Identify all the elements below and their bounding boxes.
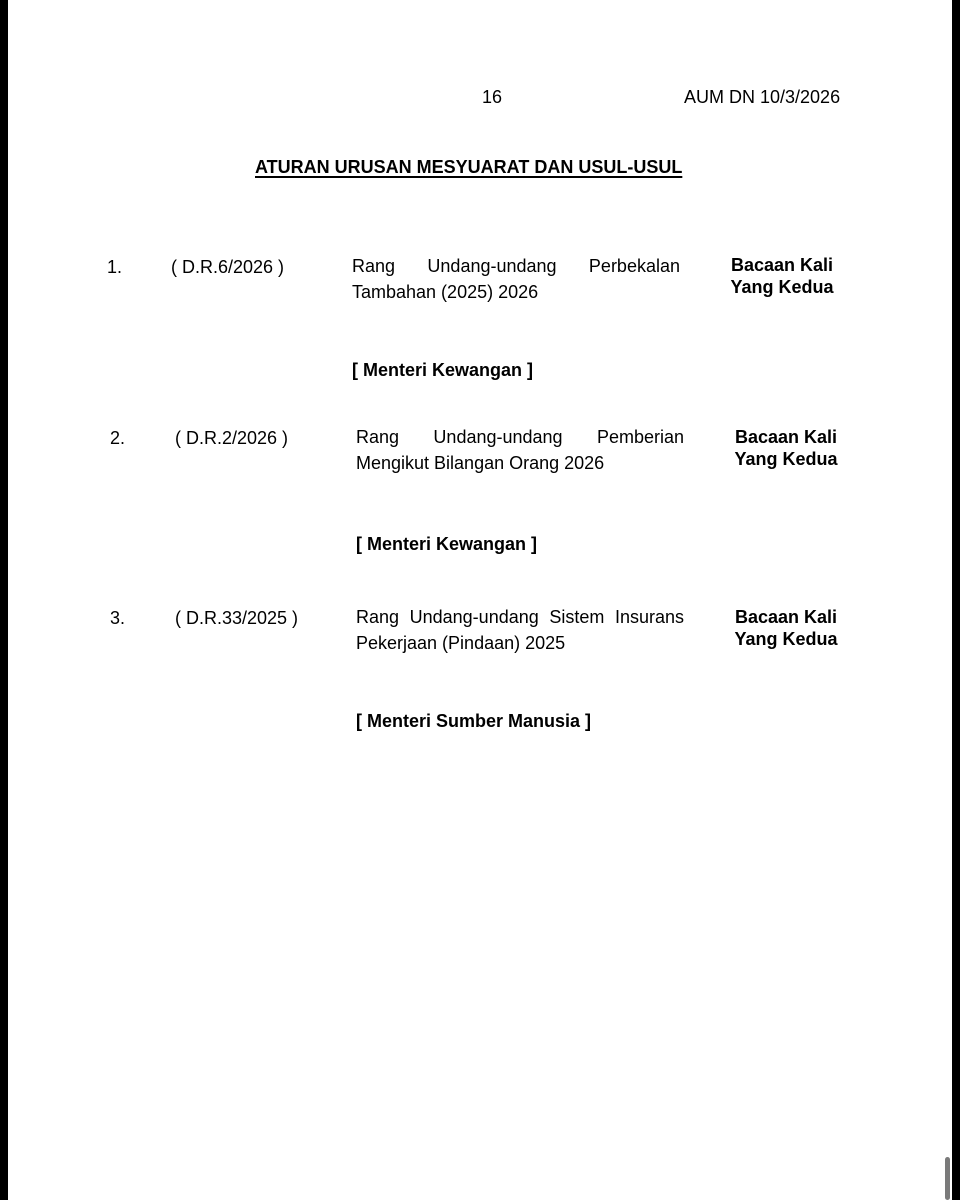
reading-stage: Bacaan Kali Yang Kedua xyxy=(734,607,838,649)
bill-title-line: Tambahan (2025) 2026 xyxy=(352,281,539,302)
bill-title xyxy=(352,254,680,305)
bill-title-line: Mengikut Bilangan Orang 2026 xyxy=(356,452,605,473)
item-number: 1. xyxy=(107,257,123,277)
document-reference: AUM DN 10/3/2026 xyxy=(684,87,841,107)
bill-title-line: Pekerjaan (Pindaan) 2025 xyxy=(356,632,566,653)
page-heading: ATURAN URUSAN MESYUARAT DAN USUL-USUL xyxy=(255,157,683,177)
bill-title-line: Rang Undang-undang Pemberian xyxy=(356,427,684,447)
bill-title xyxy=(356,605,684,656)
bill-code: ( D.R.33/2025 ) xyxy=(175,608,299,628)
page-number: 16 xyxy=(482,87,503,107)
bill-title xyxy=(356,425,684,476)
bill-code: ( D.R.6/2026 ) xyxy=(171,257,285,277)
item-number: 3. xyxy=(110,608,126,628)
bill-title-line: Rang Undang-undang Perbekalan xyxy=(352,256,680,276)
item-number: 2. xyxy=(110,428,126,448)
bill-title-line: Rang Undang-undang Sistem Insurans xyxy=(356,607,684,627)
reading-stage: Bacaan Kali Yang Kedua xyxy=(730,255,834,297)
responsible-minister: [ Menteri Sumber Manusia ] xyxy=(356,711,592,731)
responsible-minister: [ Menteri Kewangan ] xyxy=(352,360,534,380)
responsible-minister: [ Menteri Kewangan ] xyxy=(356,534,538,554)
scrollbar-thumb[interactable] xyxy=(945,1157,950,1200)
document-page xyxy=(8,0,952,1200)
reading-stage: Bacaan Kali Yang Kedua xyxy=(734,427,838,469)
bill-code: ( D.R.2/2026 ) xyxy=(175,428,289,448)
